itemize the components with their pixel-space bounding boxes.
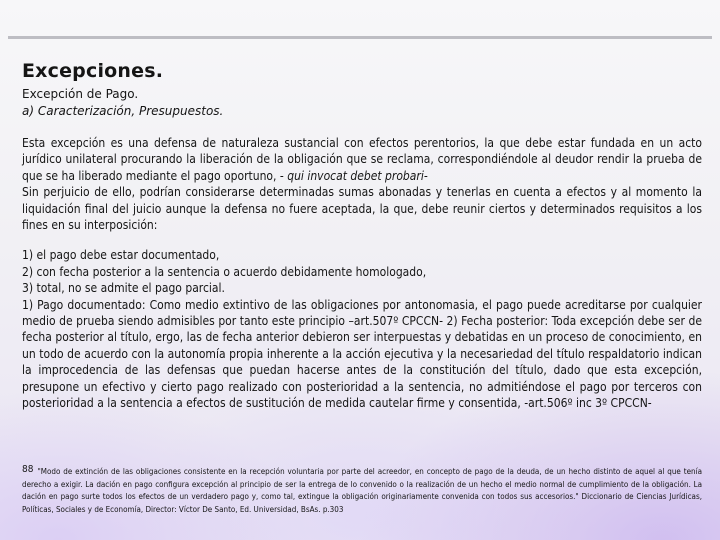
footnote [22, 466, 702, 516]
paragraph-definition-text: Esta excepción es una defensa de naturaleza sustancial con efectos perentorios, la que debe estar fundada en un acto jurídico unilateral procurando la liberación de la obligación que se reclama, correspondiéndole al deudor rendir la prueba de que se ha liberado mediante el pago oportuno, - [22, 136, 702, 183]
section-heading: a) Caracterización, Presupuestos. [22, 104, 224, 118]
paragraph-requirements: Sin perjuicio de ello, podrían considerarse determinadas sumas abonadas y tenerlas en cuenta a efectos y al momento la liquidación final del juicio aunque la defensa no fuere aceptada, la que, debe reunir ciertos y determinados requisitos a los fines en su interposición: [22, 185, 702, 233]
requirement-item-1: 1) el pago debe estar documentado, [22, 248, 220, 263]
body-text [22, 135, 702, 412]
paragraph-definition [22, 135, 702, 184]
requirement-item-2: 2) con fecha posterior a la sentencia o acuerdo debidamente homologado, [22, 264, 427, 279]
slide-title: Excepciones. [22, 60, 164, 82]
latin-maxim: qui invocat debet probari- [283, 168, 428, 183]
footnote-number: 88 [22, 464, 34, 475]
subtitle: Excepción de Pago. [22, 87, 139, 101]
top-divider [8, 36, 712, 39]
requirement-item-3: 3) total, no se admite el pago parcial. [22, 281, 225, 296]
paragraph-explanation: 1) Pago documentado: Como medio extintivo de las obligaciones por antonomasia, el pago puede acreditarse por cualquier medio de prueba siendo admisibles por tanto este principio –art.507º CPCCN- 2) Fecha posterior: Toda excepción debe ser de fecha posterior al título, ergo, las de fecha anterior debieron ser interpuestas y debatidas en un proceso de conocimiento, en un todo de acuerdo con la autonomía propia inherente a la acción ejecutiva y la necesariedad del título respaldatorio indican la improcedencia de las defensas que puedan hacerse antes de la constitución del título, dado que esta excepción, presupone un efectivo y cierto pago realizado con posterioridad a la sentencia, no admitiéndose el pago por terceros con posterioridad a la sentencia a efectos de sustitución de medida cautelar firme y consentida, -art.506º inc 3º CPCCN- [22, 297, 702, 411]
footnote-text: "Modo de extinción de las obligaciones consistente en la recepción voluntaria por parte del acreedor, en concepto de pago de la deuda, de un hecho distinto de aquel al que tenía derecho a exigir. La dación en pago configura excepción al principio de ser la entrega de lo convenido o la realización de un hecho el medio normal de cumplimiento de la obligación. La dación en pago surte todos los efectos de un verdadero pago y, como tal, extingue la obligación originariamente convenida con todos sus accesorios." Diccionario de Ciencias Jurídicas, Políticas, Sociales y de Economía, Director: Víctor De Santo, Ed. Universidad, BsAs. p.303 [22, 467, 702, 514]
